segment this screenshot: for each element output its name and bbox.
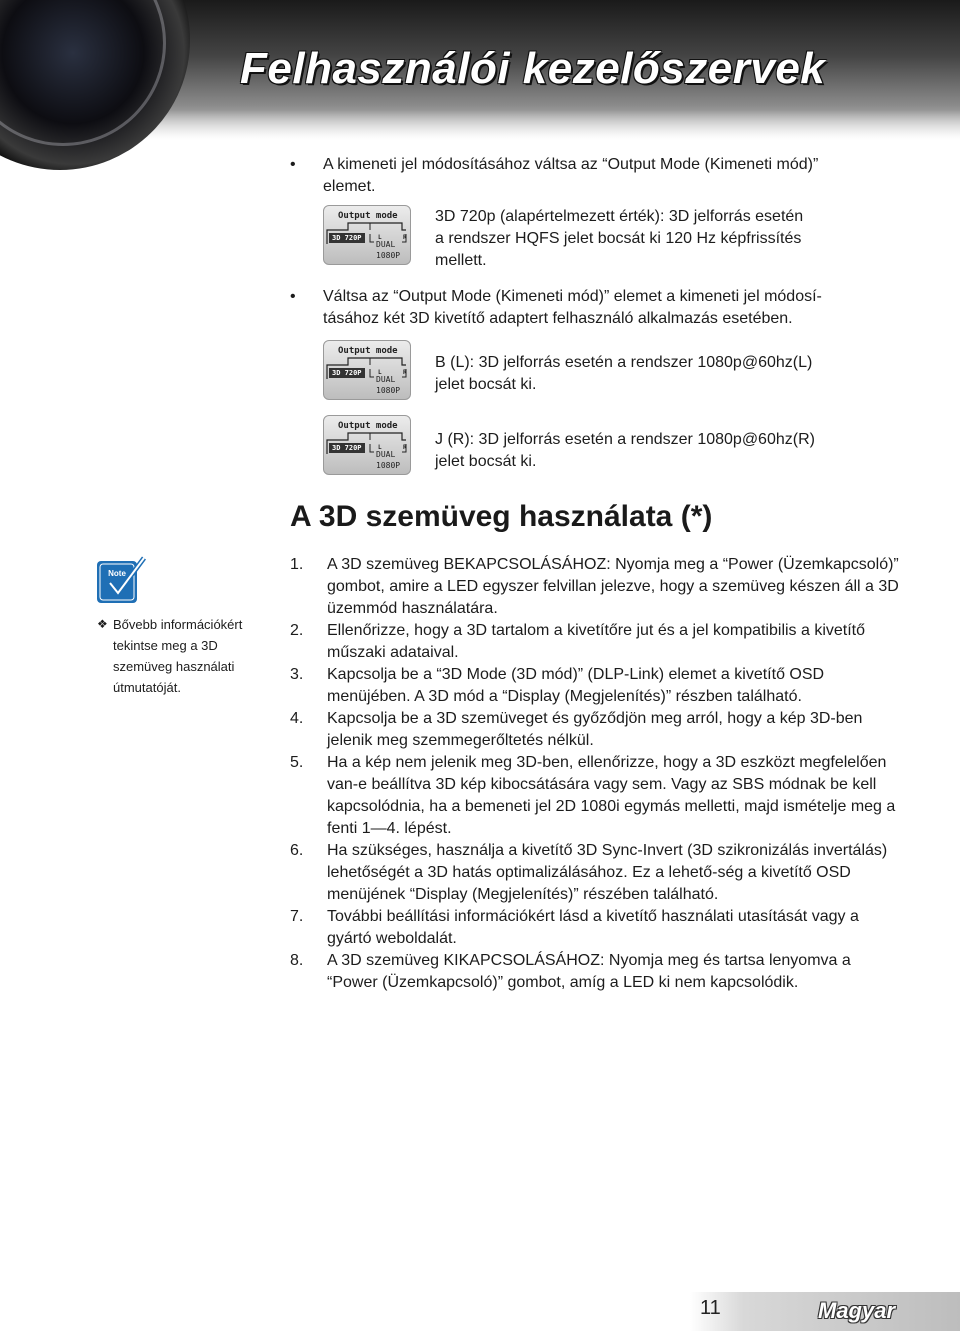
osd-3d-720p-badge: 3D 720P <box>329 233 365 243</box>
list-item <box>290 906 900 950</box>
bullet-text <box>323 154 818 198</box>
osd-title: Output mode <box>338 421 398 431</box>
note-text: Bővebb információkért tekintse meg a 3D szemüveg használati útmutatóját. <box>113 617 243 695</box>
osd-left-label: L <box>378 234 382 241</box>
option-description <box>435 429 815 473</box>
step-number: 4. <box>290 710 304 727</box>
osd-1080p-label: 1080P <box>376 461 401 470</box>
step-number: 3. <box>290 666 304 683</box>
option-line: jelet bocsát ki. <box>435 453 537 470</box>
osd-dual-label: DUAL <box>376 240 396 249</box>
output-mode-osd-image <box>323 415 411 475</box>
osd-dual-label: DUAL <box>376 450 396 459</box>
osd-left-label: L <box>378 444 382 451</box>
list-item <box>290 554 900 620</box>
step-number: 7. <box>290 908 304 925</box>
option-line: jelet bocsát ki. <box>435 376 537 393</box>
note-badge-label: Note <box>108 569 126 578</box>
osd-title: Output mode <box>338 346 398 356</box>
bullet-line: A kimeneti jel módosításához váltsa az “Output Mode (Kimeneti mód)” <box>323 156 819 173</box>
step-number: 8. <box>290 952 304 969</box>
bullet-dot: • <box>290 156 296 173</box>
osd-left-label: L <box>378 369 382 376</box>
list-item <box>290 752 900 840</box>
osd-title: Output mode <box>338 211 398 221</box>
step-text: Ha szükséges, használja a kivetítő 3D Sync-Invert (3D szikronizálás invertálás) lehetőségét a 3D hatás optimalizálásához. Ez a lehető-ség a kivetítő OSD menüjének “Display (Megjelenítés)” részében található. <box>327 842 888 903</box>
osd-1080p-label: 1080P <box>376 251 401 260</box>
diamond-bullet-icon: ❖ <box>97 617 108 631</box>
list-item <box>290 708 900 752</box>
step-text: Ellenőrizze, hogy a 3D tartalom a kivetítőre jut és a jel kompatibilis a kivetítő műszaki adataival. <box>327 622 866 661</box>
step-number: 5. <box>290 754 304 771</box>
page-title: Felhasználói kezelőszervek <box>240 44 826 93</box>
step-number: 1. <box>290 556 304 573</box>
osd-1080p-label: 1080P <box>376 386 401 395</box>
option-description <box>435 206 803 272</box>
list-item <box>290 620 900 664</box>
note-text-block <box>97 614 267 698</box>
step-number: 6. <box>290 842 304 859</box>
output-mode-osd-image <box>323 205 411 265</box>
step-text: További beállítási információkért lásd a kivetítő használati utasítását vagy a gyártó weboldalát. <box>327 908 859 947</box>
option-line: B (L): 3D jelforrás esetén a rendszer 1080p@60hz(L) <box>435 354 813 371</box>
step-text: A 3D szemüveg BEKAPCSOLÁSÁHOZ: Nyomja meg a “Power (Üzemkapcsoló)” gombot, amire a LED egyszer felvillan jelezve, hogy a szemüveg készen áll a 3D üzemmód használatára. <box>327 556 899 617</box>
section-title: A 3D szemüveg használata (*) <box>290 500 713 533</box>
bullet-dot: • <box>290 288 296 305</box>
page-number: 11 <box>700 1297 721 1319</box>
step-text: Kapcsolja be a 3D szemüveget és győződjön meg arról, hogy a kép 3D-ben jelenik meg szemmegerőltetés nélkül. <box>327 710 863 749</box>
step-number: 2. <box>290 622 304 639</box>
osd-right-label: R <box>403 234 407 241</box>
bullet-text <box>323 286 822 330</box>
osd-dual-label: DUAL <box>376 375 396 384</box>
step-text: Kapcsolja be a “3D Mode (3D mód)” (DLP-Link) elemet a kivetítő OSD menüjében. A 3D mód a “Display (Megjelenítés)” részben található. <box>327 666 825 705</box>
list-item <box>290 664 900 708</box>
osd-right-label: R <box>403 369 407 376</box>
steps-list <box>290 554 900 994</box>
osd-3d-720p-badge: 3D 720P <box>329 443 365 453</box>
osd-right-label: R <box>403 444 407 451</box>
output-mode-osd-image <box>323 340 411 400</box>
option-description <box>435 352 812 396</box>
option-line: J (R): 3D jelforrás esetén a rendszer 1080p@60hz(R) <box>435 431 815 448</box>
bullet-line: elemet. <box>323 178 376 195</box>
note-icon <box>96 555 148 607</box>
osd-3d-720p-badge: 3D 720P <box>329 368 365 378</box>
bullet-line: tásához két 3D kivetítő adaptert felhasználó alkalmazás esetében. <box>323 310 793 327</box>
bullet-line: Váltsa az “Output Mode (Kimeneti mód)” elemet a kimeneti jel módosí- <box>323 288 822 305</box>
step-text: A 3D szemüveg KIKAPCSOLÁSÁHOZ: Nyomja meg és tartsa lenyomva a “Power (Üzemkapcsoló)” gombot, amíg a LED ki nem kapcsolódik. <box>327 952 851 991</box>
list-item <box>290 840 900 906</box>
option-line: a rendszer HQFS jelet bocsát ki 120 Hz képfrissítés <box>435 230 802 247</box>
step-text: Ha a kép nem jelenik meg 3D-ben, ellenőrizze, hogy a 3D eszközt megfelelően van-e beállítva 3D kép kibocsátására vagy sem. Vagy az SBS módnak be kell kapcsolódnia, ha a bemeneti jel 2D 1080i egymás melletti, majd ismételje meg a fenti 1—4. lépést. <box>327 754 896 837</box>
list-item <box>290 950 900 994</box>
language-label: Magyar <box>818 1298 896 1323</box>
option-line: 3D 720p (alapértelmezett érték): 3D jelforrás esetén <box>435 208 804 225</box>
option-line: mellett. <box>435 252 487 269</box>
